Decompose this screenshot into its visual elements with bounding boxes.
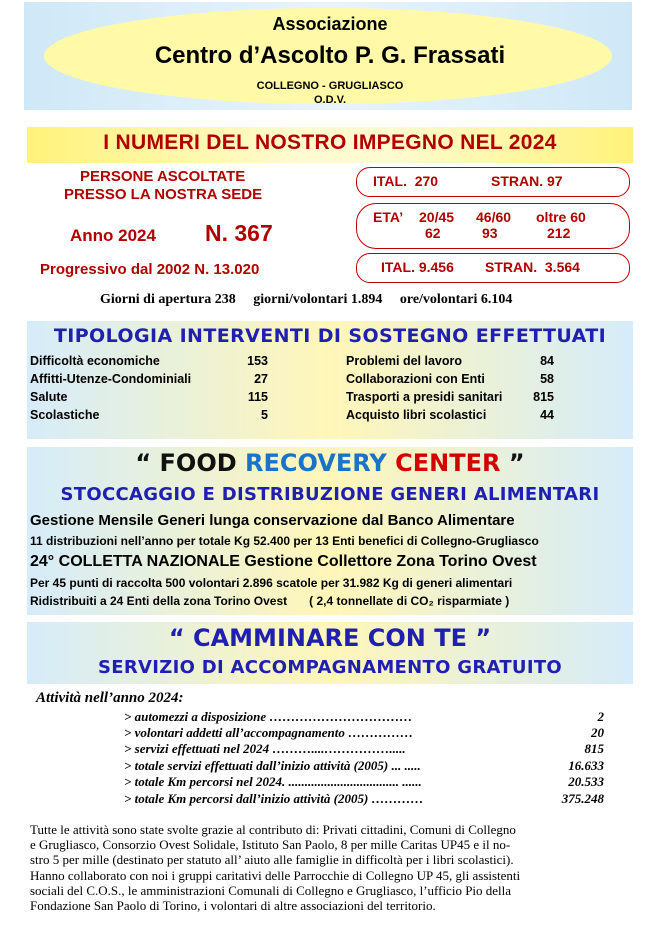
footer-line: sociali del C.O.S., le amministrazioni Comunali di Collegno e Grugliasco, l’ufficio Pio della xyxy=(30,882,512,898)
eta-label: ETA’ xyxy=(373,209,404,225)
eta-value-3: 212 xyxy=(547,225,571,241)
attivita-row-label: > totale Km percorsi nel 2024. .................................. ...... xyxy=(124,774,422,789)
stran-total: STRAN. 3.564 xyxy=(485,259,580,275)
gestione-text: Gestione Mensile Generi lunga conservazione dal Banco Alimentare xyxy=(30,512,515,529)
persone-line1: PERSONE ASCOLTATE xyxy=(80,168,246,185)
eta-value-1: 62 xyxy=(425,225,441,241)
tip-label-left-3: Scolastiche xyxy=(30,408,100,422)
tip-label-right-2: Trasporti a presidi sanitari xyxy=(346,390,503,404)
attivita-row-label: > automezzi a disposizione …………………………… xyxy=(124,709,413,724)
attivita-row-value: 20.533 xyxy=(568,774,604,789)
tip-value-left-0: 153 xyxy=(247,354,268,368)
header xyxy=(0,0,660,110)
attivita-label: Attività nell’anno 2024: xyxy=(36,690,184,706)
attivita-row-label: > volontari addetti all’accompagnamento …………… xyxy=(124,725,414,740)
camminare-title: “ CAMMINARE CON TE ” xyxy=(168,624,492,652)
odv-label: O.D.V. xyxy=(314,94,346,106)
ital-2024: ITAL. 270 xyxy=(373,173,439,189)
eta-value-2: 93 xyxy=(482,225,498,241)
tip-value-right-2: 815 xyxy=(533,390,554,404)
tip-value-right-1: 58 xyxy=(540,372,554,386)
attivita-row-value: 16.633 xyxy=(568,758,604,773)
tip-row-left-0 xyxy=(30,354,160,368)
ridistribuiti-line xyxy=(30,594,509,608)
punti-raccolta-text: Per 45 punti di raccolta 500 volontari 2.896 scatole per 31.982 Kg di generi alimentari xyxy=(30,576,513,590)
anno-label: Anno 2024 xyxy=(70,226,156,245)
food-quote-open: “ xyxy=(135,449,160,477)
giorni-apertura: Giorni di apertura 238 xyxy=(100,292,236,307)
tip-value-left-2: 115 xyxy=(247,390,268,404)
attivita-row-value: 2 xyxy=(597,709,604,724)
tip-value-right-0: 84 xyxy=(540,354,554,368)
pill-nationality-total xyxy=(356,253,630,283)
tipologia-title: TIPOLOGIA INTERVENTI DI SOSTEGNO EFFETTUATI xyxy=(53,325,607,347)
eta-range-3: oltre 60 xyxy=(536,209,586,225)
page-title: I NUMERI DEL NOSTRO IMPEGNO NEL 2024 xyxy=(103,131,557,154)
tip-label-right-0: Problemi del lavoro xyxy=(346,354,463,368)
co2-text: ( 2,4 tonnellate di CO₂ risparmiate ) xyxy=(309,594,510,608)
footer-line: Fondazione San Paolo di Torino, i volontari di altre associazioni del territorio. xyxy=(30,898,436,914)
tip-value-left-1: 27 xyxy=(254,372,268,386)
tip-label-left-2: Salute xyxy=(30,390,68,404)
ital-total: ITAL. 9.456 xyxy=(381,259,454,275)
attivita-row-value: 815 xyxy=(584,741,604,756)
ridistribuiti-text: Ridistribuiti a 24 Enti della zona Torino Ovest xyxy=(30,594,288,608)
food-word-center: CENTER xyxy=(395,449,501,477)
attivita-row-value: 20 xyxy=(591,725,604,740)
tip-label: Difficoltà economiche xyxy=(30,354,160,368)
tip-label-right-1: Collaborazioni con Enti xyxy=(346,372,485,386)
distribuzioni-text: 11 distribuzioni nell’anno per totale Kg 52.400 per 13 Enti benefici di Collegno-Grugliasco xyxy=(30,534,539,548)
attivita-row-value: 375.248 xyxy=(561,791,604,806)
footer-line: stro 5 per mille (destinato per statuto all’ aiuto alle famiglie in difficoltà per i libri scolastici). xyxy=(30,852,514,868)
footer-line: Tutte le attività sono state svolte grazie al contributo di: Privati cittadini, Comuni di Collegno xyxy=(30,822,516,837)
food-quote-close: ” xyxy=(500,449,525,477)
anno-value: N. 367 xyxy=(205,220,273,246)
stran-2024: STRAN. 97 xyxy=(491,173,563,189)
pill-age xyxy=(356,203,630,249)
food-word-food: FOOD xyxy=(159,449,237,477)
tip-label-left-1: Affitti-Utenze-Condominiali xyxy=(30,372,192,386)
association-label: Associazione xyxy=(272,14,388,34)
ore-volontari: ore/volontari 6.104 xyxy=(399,292,513,307)
servizio-title: SERVIZIO DI ACCOMPAGNAMENTO GRATUITO xyxy=(97,657,563,678)
giorni-volontari: giorni/volontari 1.894 xyxy=(253,292,383,307)
cities-label: COLLEGNO - GRUGLIASCO xyxy=(256,80,404,92)
attivita-row-label: > totale Km percorsi dall’inizio attività (2005) ………… xyxy=(124,791,424,806)
association-name: Centro d’Ascolto P. G. Frassati xyxy=(154,42,506,69)
colletta-text: 24° COLLETTA NAZIONALE Gestione Collettore Zona Torino Ovest xyxy=(30,553,537,570)
stoccaggio-title: STOCCAGGIO E DISTRIBUZIONE GENERI ALIMENTARI xyxy=(60,484,600,505)
attivita-row-label: > servizi effettuati nel 2024 ………....……………..... xyxy=(124,741,406,756)
footer-line: e Grugliasco, Consorzio Ovest Solidale, Istituto San Paolo, 8 per mille Caritas UP45 e il no- xyxy=(30,837,511,853)
tip-value-right-3: 44 xyxy=(540,408,554,422)
tip-label-right-3: Acquisto libri scolastici xyxy=(346,408,487,422)
food-title xyxy=(0,449,660,477)
eta-range-2: 46/60 xyxy=(476,209,512,225)
attivita-row-label: > totale servizi effettuati dall’inizio attività (2005) ... ..... xyxy=(124,758,421,773)
tip-value-left-3: 5 xyxy=(261,408,268,422)
footer-text xyxy=(30,822,630,913)
pill-nationality-2024 xyxy=(356,167,630,197)
progressivo-text: Progressivo dal 2002 N. 13.020 xyxy=(40,261,260,278)
eta-range-1: 20/45 xyxy=(419,209,455,225)
giorni-line xyxy=(100,292,526,308)
food-word-recovery: RECOVERY xyxy=(245,449,387,477)
footer-line: Hanno collaborato con noi i gruppi caritativi delle Parrocchie di Collegno UP 45, gli assistenti xyxy=(30,867,521,883)
persone-line2: PRESSO LA NOSTRA SEDE xyxy=(64,186,263,203)
